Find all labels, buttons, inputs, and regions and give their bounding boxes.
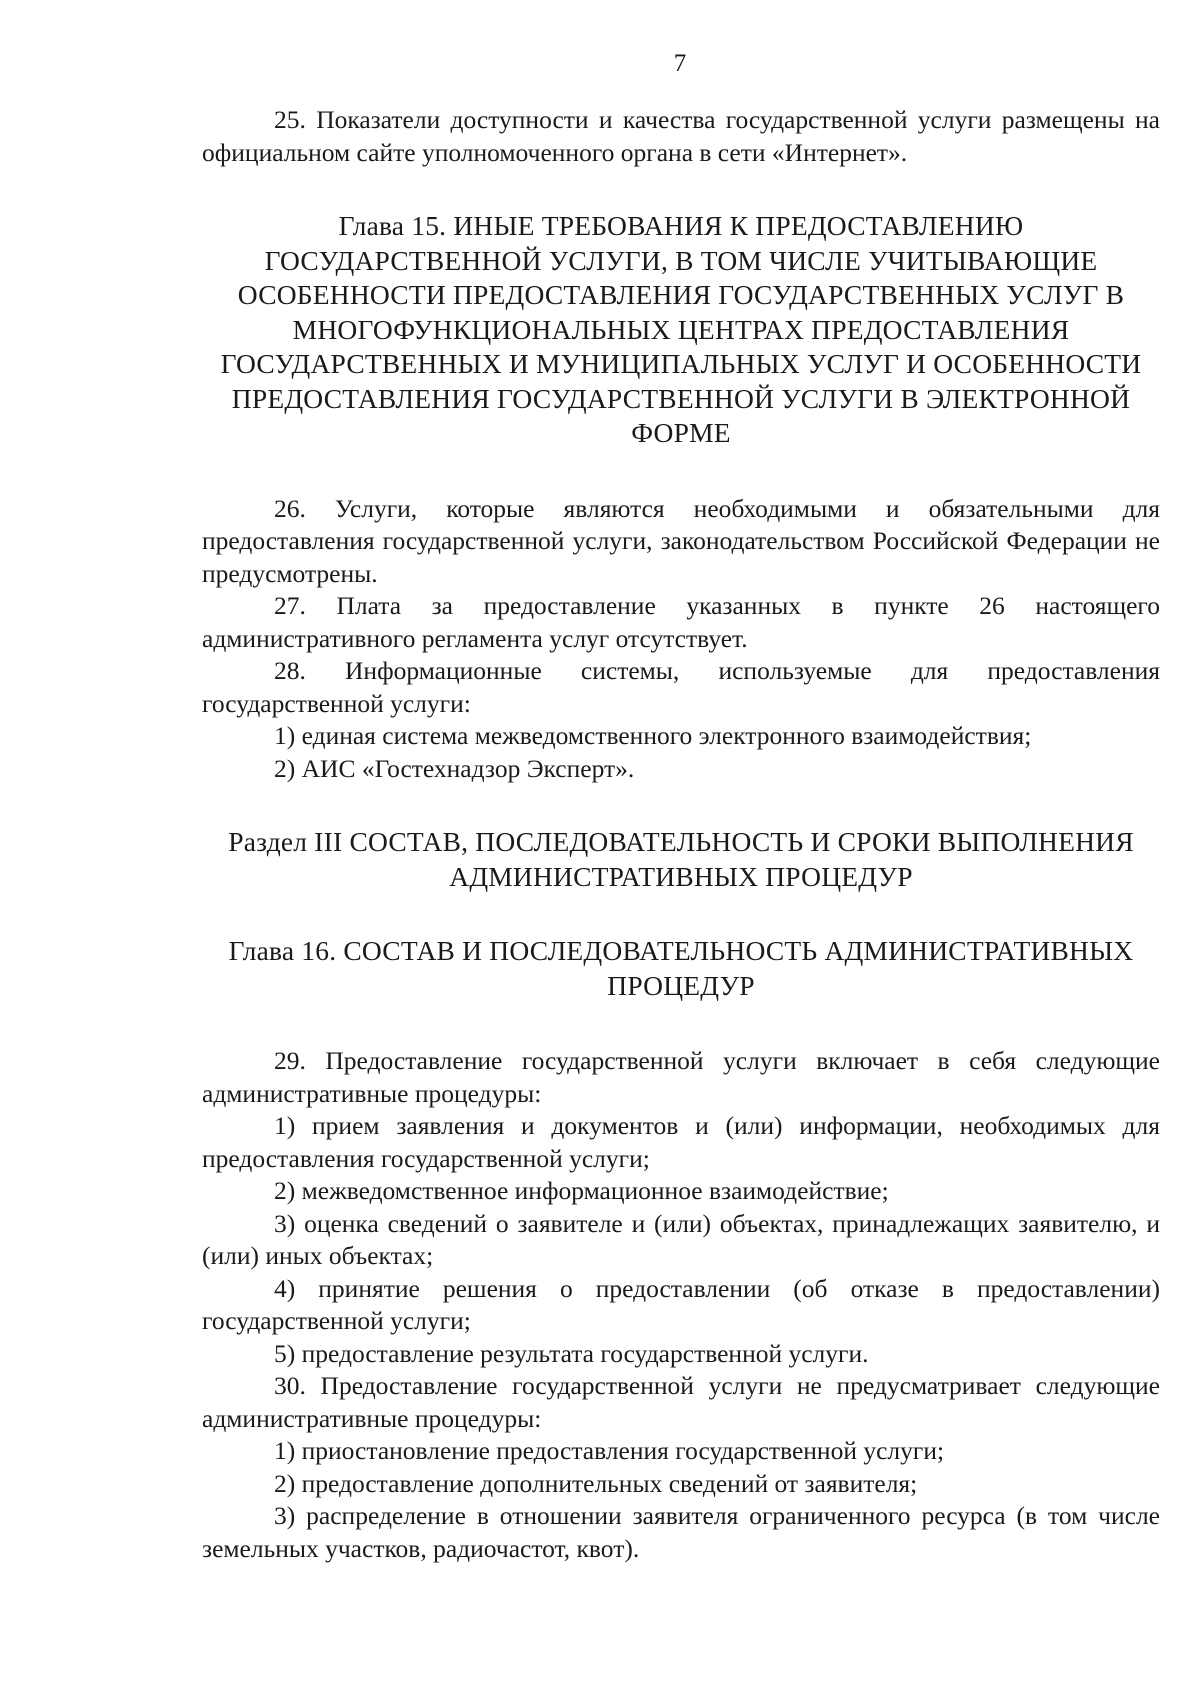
paragraph: 2) АИС «Гостехнадзор Эксперт». — [274, 753, 635, 783]
spacer — [202, 451, 1160, 493]
paragraph: 25. Показатели доступности и качества государственной услуги размещены на официальном сайте уполномоченного органа в сети «Интернет». — [202, 105, 1160, 167]
heading-chapter-16: Глава 16. СОСТАВ И ПОСЛЕДОВАТЕЛЬНОСТЬ АДМИНИСТРАТИВНЫХ ПРОЦЕДУР — [228, 935, 1134, 1001]
spacer — [202, 894, 1160, 934]
heading-chapter-15: Глава 15. ИНЫЕ ТРЕБОВАНИЯ К ПРЕДОСТАВЛЕНИЮ ГОСУДАРСТВЕННОЙ УСЛУГИ, В ТОМ ЧИСЛЕ УЧИТЫВАЮЩИЕ ОСОБЕННОСТИ ПРЕДОСТАВЛЕНИЯ ГОСУДАРСТВЕННЫХ УСЛУГ В МНОГОФУНКЦИОНАЛЬНЫХ ЦЕНТРАХ ПРЕДОСТАВЛЕНИЯ ГОСУДАРСТВЕННЫХ И МУНИЦИПАЛЬНЫХ УСЛУГ И ОСОБЕННОСТИ ПРЕДОСТАВЛЕНИЯ ГОСУДАРСТВЕННОЙ УСЛУГИ В ЭЛЕКТРОННОЙ ФОРМЕ — [220, 210, 1142, 448]
heading-section-3: Раздел III СОСТАВ, ПОСЛЕДОВАТЕЛЬНОСТЬ И СРОКИ ВЫПОЛНЕНИЯ АДМИНИСТРАТИВНЫХ ПРОЦЕДУР — [228, 826, 1134, 892]
paragraph: 1) приостановление предоставления государственной услуги; — [274, 1436, 945, 1465]
paragraph: 27. Плата за предоставление указанных в пункте 26 настоящего административного регламента услуг отсутствует. — [202, 591, 1160, 653]
paragraph: 5) предоставление результата государственной услуги. — [274, 1338, 869, 1368]
paragraph: 1) прием заявления и документов и (или) информации, необходимых для предоставления государственной услуги; — [202, 1111, 1160, 1173]
paragraph: 29. Предоставление государственной услуги включает в себя следующие административные процедуры: — [202, 1046, 1160, 1108]
paragraph: 3) оценка сведений о заявителе и (или) объектах, принадлежащих заявителю, и (или) иных объектах; — [202, 1208, 1160, 1270]
spacer — [202, 785, 1160, 825]
spacer — [202, 169, 1160, 209]
paragraph: 2) межведомственное информационное взаимодействие; — [274, 1176, 889, 1205]
paragraph: 4) принятие решения о предоставлении (об отказе в предоставлении) государственной услуги; — [202, 1273, 1160, 1335]
paragraph: 26. Услуги, которые являются необходимыми и обязательными для предоставления государственной услуги, законодательством Российской Федерации не предусмотрены. — [202, 493, 1160, 588]
paragraph: 3) распределение в отношении заявителя ограниченного ресурса (в том числе земельных участков, радиочастот, квот). — [202, 1501, 1160, 1563]
page-number: 7 — [673, 50, 687, 77]
paragraph: 2) предоставление дополнительных сведений от заявителя; — [274, 1468, 918, 1498]
spacer — [202, 1003, 1160, 1045]
document-body — [202, 104, 1160, 1565]
paragraph: 30. Предоставление государственной услуги не предусматривает следующие административные процедуры: — [202, 1371, 1160, 1433]
paragraph: 1) единая система межведомственного электронного взаимодействия; — [274, 721, 1032, 750]
paragraph: 28. Информационные системы, используемые для предоставления государственной услуги: — [202, 656, 1160, 718]
